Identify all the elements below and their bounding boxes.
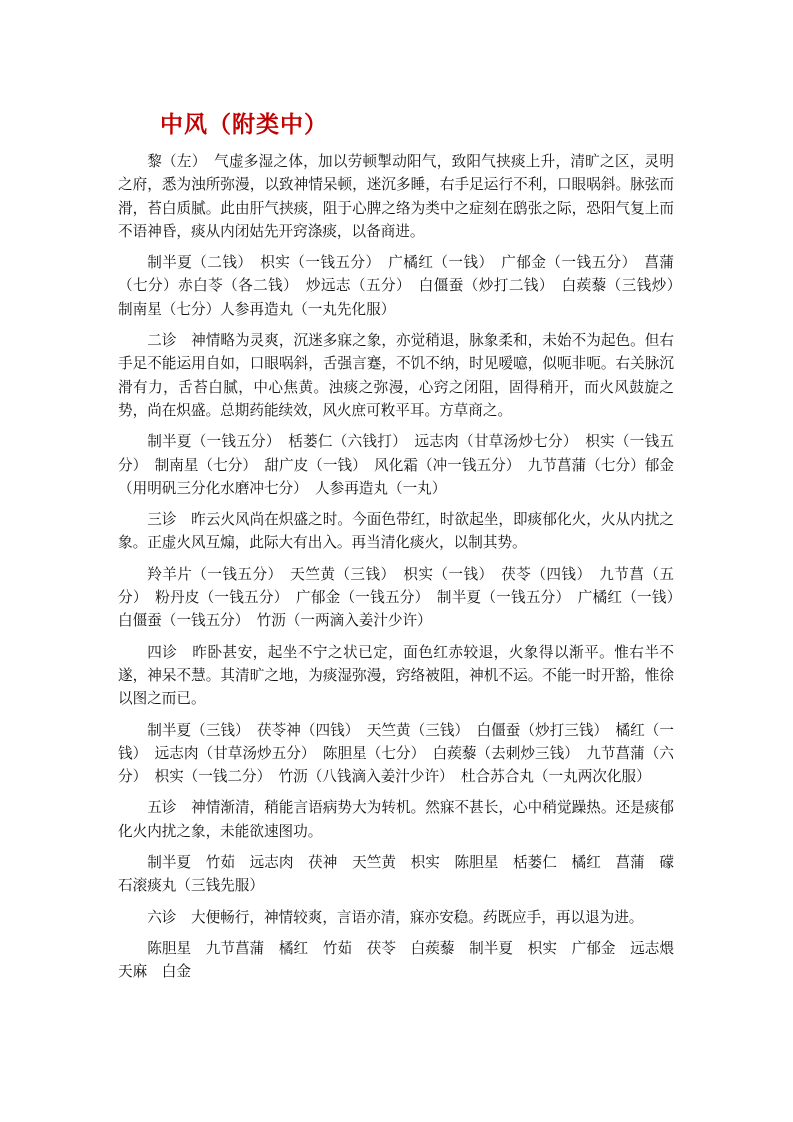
second-visit-notes: 二诊 神情略为灵爽，沉迷多寐之象，亦觉稍退，脉象柔和，未始不为起色。但右手足不能运用自如，口眼㖞斜，舌强言蹇，不饥不纳，时见嗳噫，似呃非呃。右关脉沉滑有力，舌苔白腻，中心焦黄。浊痰之弥漫，心窍之闭阻，固得稍开，而火风鼓旋之势，尚在炽盛。总期药能续效，风火庶可敉平耳。方草商之。: [118, 332, 674, 419]
prescription: 陈胆星 九节菖蒲 橘红 竹茹 茯苓 白蒺藜 制半夏 枳实 广郁金 远志煨天麻 白金: [118, 939, 674, 981]
prescription: 羚羊片（一钱五分） 天竺黄（三钱） 枳实（一钱） 茯苓（四钱） 九节菖（五分） 粉丹皮（一钱五分） 广郁金（一钱五分） 制半夏（一钱五分） 广橘红（一钱） 白僵蚕（一钱五分） 竹沥（一两滴入姜汁少许）: [118, 565, 689, 630]
document-title: 中风（附类中）: [160, 112, 328, 138]
fourth-visit-notes: 四诊 昨卧甚安，起坐不宁之状已定，面色红赤较退，火象得以渐平。惟右半不遂，神呆不慧。其清旷之地，为痰湿弥漫，窍络被阻，神机不运。不能一时开豁，惟徐以图之而已。: [118, 643, 674, 708]
prescription: 制半夏（二钱） 枳实（一钱五分） 广橘红（一钱） 广郁金（一钱五分） 菖蒲（七分）赤白苓（各二钱） 炒远志（五分） 白僵蚕（炒打二钱） 白蒺藜（三钱炒） 制南星（七分）人参再造丸（一丸先化服）: [118, 254, 689, 318]
third-visit-notes: 三诊 昨云火风尚在炽盛之时。今面色带红，时欲起坐，即痰郁化火，火从内扰之象。正虚火风互煽，此际大有出入。再当清化痰火，以制其势。: [118, 511, 674, 552]
case-description: 黎（左） 气虚多湿之体，加以劳顿掣动阳气，致阳气挟痰上升，清旷之区，灵明之府，悉为浊所弥漫，以致神情呆顿，迷沉多睡，右手足运行不利，口眼㖞斜。脉弦而滑，苔白质腻。此由肝气挟痰，阻于心脾之络为类中之症刻在鸱张之际，恐阳气复上而不语神昏，痰从内闭姑先开窍涤痰，以备商进。: [118, 153, 674, 240]
fifth-visit-notes: 五诊 神情渐清，稍能言语病势大为转机。然寐不甚长，心中稍觉躁热。还是痰郁化火内扰之象，未能欲速图功。: [118, 799, 674, 840]
sixth-visit-notes: 六诊 大便畅行，神情较爽，言语亦清，寐亦安稳。药既应手，再以退为进。: [147, 908, 644, 926]
document-body: [118, 150, 689, 992]
prescription: 制半夏（三钱） 茯苓神（四钱） 天竺黄（三钱） 白僵蚕（炒打三钱） 橘红（一钱） 远志肉（甘草汤炒五分） 陈胆星（七分） 白蒺藜（去刺炒三钱） 九节菖蒲（六分） 枳实（一钱二分） 竹沥（八钱滴入姜汁少许） 杜合苏合丸（一丸两次化服）: [118, 721, 674, 786]
prescription: 制半夏（一钱五分） 栝蒌仁（六钱打） 远志肉（甘草汤炒七分） 枳实（一钱五分） 制南星（七分） 甜广皮（一钱） 风化霜（冲一钱五分） 九节菖蒲（七分）郁金（用明矾三分化水磨冲七分） 人参再造丸（一丸）: [118, 433, 674, 497]
prescription: 制半夏 竹茹 远志肉 茯神 天竺黄 枳实 陈胆星 栝蒌仁 橘红 菖蒲 礞石滚痰丸（三钱先服）: [118, 854, 674, 895]
